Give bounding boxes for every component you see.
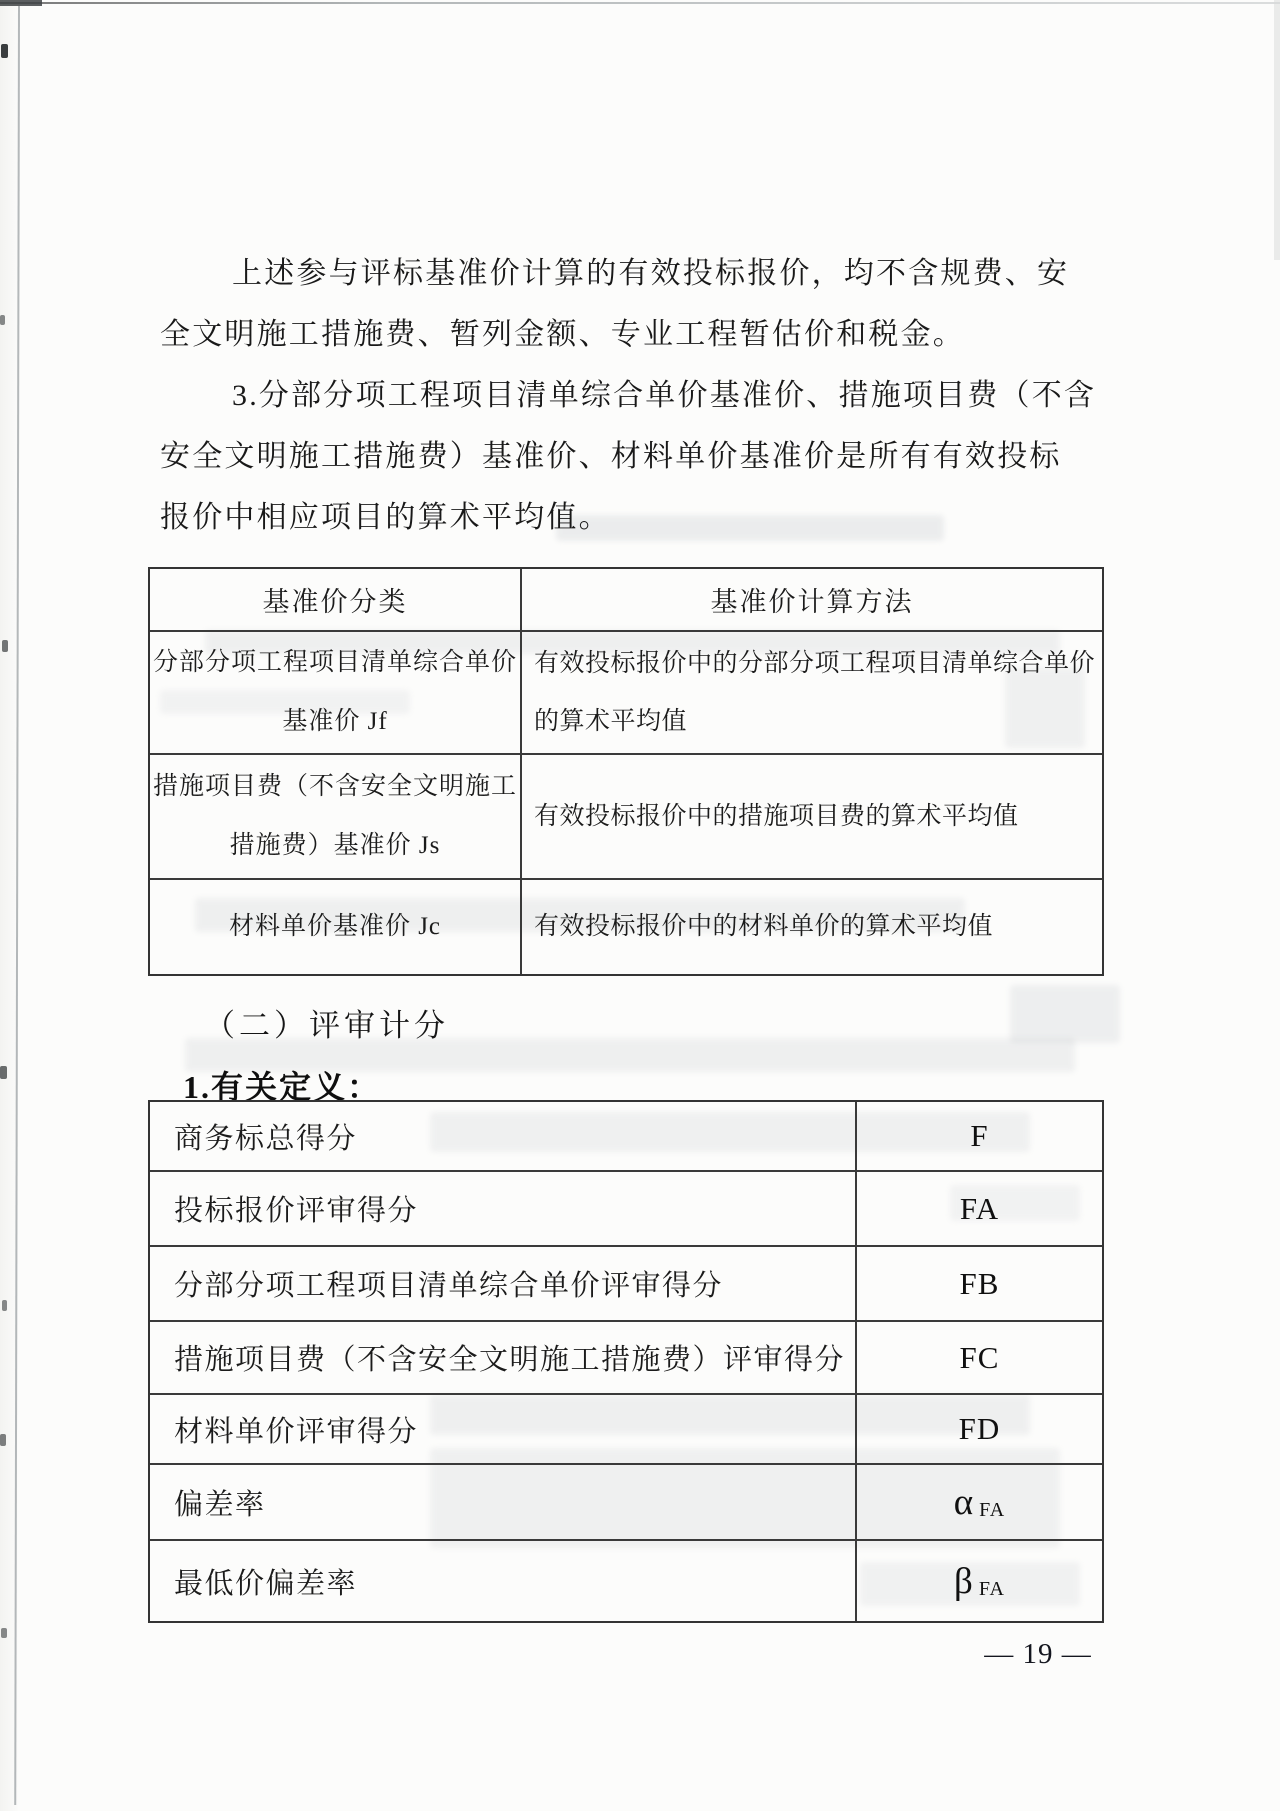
scan-artifact <box>2 640 8 652</box>
table-cell-term: 偏差率 <box>150 1465 857 1541</box>
column-header-category: 基准价分类 <box>150 569 522 632</box>
symbol: α <box>953 1481 975 1523</box>
table-cell-term: 措施项目费（不含安全文明施工措施费）评审得分 <box>150 1322 857 1395</box>
scan-artifact <box>0 315 5 325</box>
table-cell-symbol <box>857 1395 1102 1465</box>
scan-artifact <box>1 44 8 58</box>
table-cell-term: 最低价偏差率 <box>150 1541 857 1621</box>
table-cell-symbol <box>857 1102 1102 1172</box>
paragraph-line: 3.分部分项工程项目清单综合单价基准价、措施项目费（不含 <box>232 379 1097 412</box>
cell-text: 分部分项工程项目清单综合单价 <box>152 649 517 676</box>
scan-artifact <box>0 1434 6 1446</box>
cell-text: 措施项目费（不含安全文明施工 <box>152 773 517 800</box>
paragraph-line: 安全文明施工措施费）基准价、材料单价基准价是所有有效投标 <box>160 440 1062 473</box>
scan-artifact <box>1010 985 1120 1043</box>
symbol: β <box>954 1560 974 1602</box>
table-cell-symbol <box>857 1172 1102 1247</box>
cell-text: 措施费）基准价 Js <box>229 832 441 859</box>
body-paragraphs <box>160 243 1097 548</box>
paragraph-line: 上述参与评标基准价计算的有效投标报价，均不含规费、安 <box>232 257 1070 290</box>
table-cell-term: 投标报价评审得分 <box>150 1172 857 1247</box>
table-cell-symbol <box>857 1541 1102 1621</box>
paragraph-line: 全文明施工措施费、暂列金额、专业工程暂估价和税金。 <box>160 318 965 351</box>
scan-artifact <box>0 1066 7 1079</box>
cell-text: 有效投标报价中的分部分项工程项目清单综合单价 <box>534 649 1096 677</box>
scan-artifact <box>1 1628 7 1638</box>
symbol: FC <box>959 1339 1000 1375</box>
table-cell-symbol <box>857 1247 1102 1322</box>
table-cell-term: 商务标总得分 <box>150 1102 857 1172</box>
definitions-table <box>148 1100 1104 1623</box>
scan-artifact <box>0 0 42 6</box>
table-cell-method <box>522 880 1102 974</box>
column-header-method: 基准价计算方法 <box>522 569 1102 632</box>
section-heading: （二）评审计分 <box>204 1008 449 1043</box>
table-cell-term: 分部分项工程项目清单综合单价评审得分 <box>150 1247 857 1322</box>
symbol: FA <box>959 1190 1000 1226</box>
table-cell-method <box>522 755 1102 880</box>
symbol-subscript: FA <box>979 1498 1006 1521</box>
symbol: F <box>970 1118 989 1153</box>
cell-text: 有效投标报价中的措施项目费的算术平均值 <box>534 802 1019 830</box>
symbol: FB <box>959 1265 1000 1301</box>
cell-text: 的算术平均值 <box>534 707 688 735</box>
scan-artifact <box>1274 0 1280 260</box>
paragraph-line: 报价中相应项目的算术平均值。 <box>160 501 611 534</box>
table-cell-term: 材料单价评审得分 <box>150 1395 857 1465</box>
table-cell-category <box>150 880 522 974</box>
cell-text: 有效投标报价中的材料单价的算术平均值 <box>534 913 994 940</box>
table-cell-symbol <box>857 1322 1102 1395</box>
scan-artifact <box>2 1300 7 1311</box>
symbol-subscript: FA <box>978 1577 1005 1600</box>
page-number: — 19 — <box>984 1638 1092 1670</box>
table-cell-symbol <box>857 1465 1102 1541</box>
cell-text: 基准价 Jf <box>282 708 388 735</box>
table-cell-method <box>522 632 1102 755</box>
section-subheading: 1.有关定义： <box>183 1069 382 1105</box>
base-price-table <box>148 567 1104 976</box>
cell-text: 材料单价基准价 Jc <box>228 913 442 940</box>
table-cell-category <box>150 632 522 755</box>
table-cell-category <box>150 755 522 880</box>
scan-artifact <box>0 2 1280 4</box>
symbol: FD <box>958 1411 1001 1446</box>
